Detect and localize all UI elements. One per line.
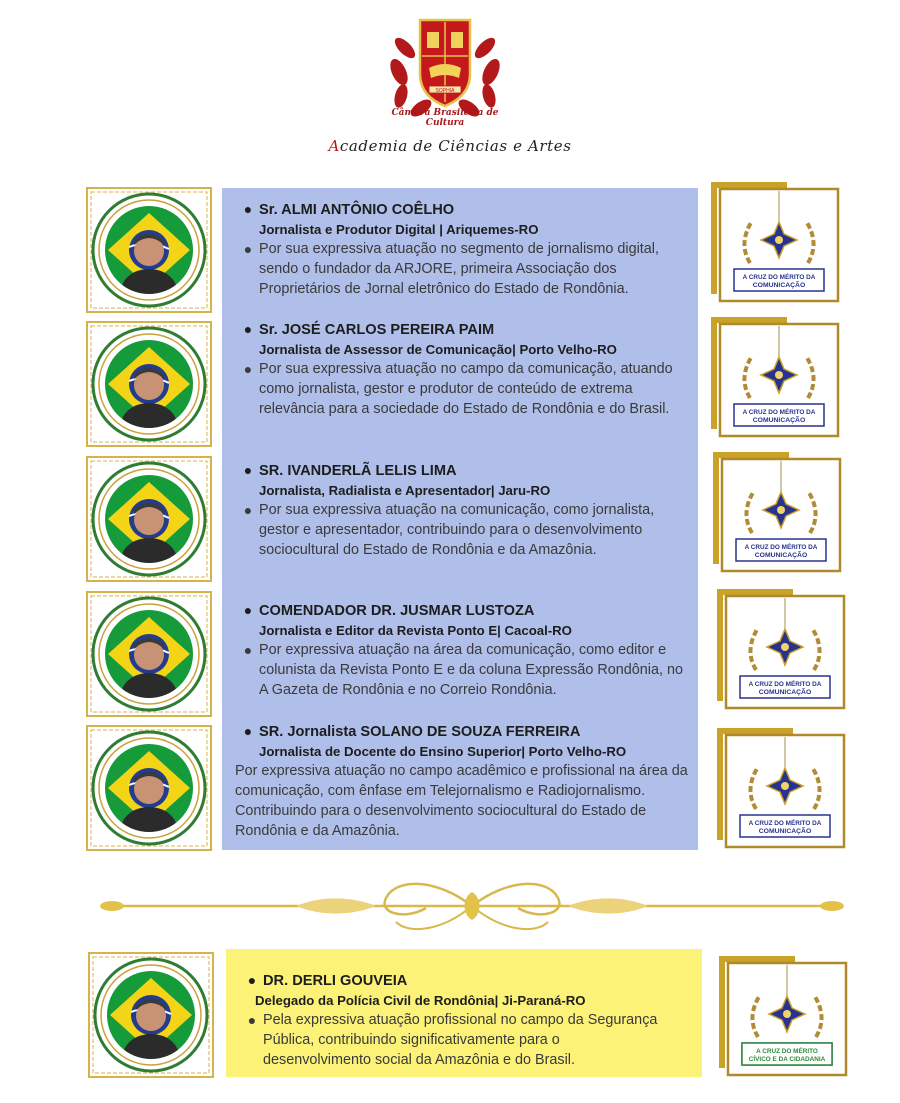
svg-text:COMUNICAÇÃO: COMUNICAÇÃO [758,689,812,696]
bullet-icon: ● [243,201,253,217]
honoree-role: Jornalista, Radialista e Apresentador| Jaru-RO [259,483,551,498]
honoree-entry-6 [241,970,696,1070]
award-medal-communication-2 [710,316,840,438]
bullet-icon: ● [243,642,253,658]
honoree-name: SR. Jornalista SOLANO DE SOUZA FERREIRA [259,724,581,740]
svg-text:A CRUZ DO MÉRITO DA: A CRUZ DO MÉRITO DA [742,274,816,281]
svg-text:A CRUZ DO MÉRITO: A CRUZ DO MÉRITO [756,1048,818,1055]
bullet-icon: ● [243,361,253,377]
award-medal-communication-1 [710,181,840,303]
honoree-role: Jornalista e Produtor Digital | Ariquemes-RO [259,222,539,237]
bullet-icon: ● [243,723,253,739]
svg-text:A CRUZ DO MÉRITO DA: A CRUZ DO MÉRITO DA [748,681,822,688]
honoree-name: Sr. JOSÉ CARLOS PEREIRA PAIM [259,322,495,338]
crest-motto: SOPHIA [435,88,455,94]
award-medal-communication-3 [712,451,842,573]
ornamental-divider [96,868,848,944]
portrait-almi-coelho [86,187,212,313]
svg-text:A CRUZ DO MÉRITO DA: A CRUZ DO MÉRITO DA [742,409,816,416]
honoree-role: Jornalista e Editor da Revista Ponto E| Cacoal-RO [259,623,572,638]
portrait-jose-carlos-paim [86,321,212,447]
svg-text:CÍVICO E DA CIDADANIA: CÍVICO E DA CIDADANIA [748,1056,826,1063]
honoree-description: Por expressiva atuação na área da comunicação, como editor e colunista da Revista Ponto E e da coluna Expressão Rondônia, no A Gazeta de Rondônia e no Correio Rondônia. [259,642,683,698]
academy-title [300,137,600,155]
honoree-entry-1 [237,199,692,299]
bullet-icon: ● [247,1012,257,1028]
honoree-description: Por sua expressiva atuação no segmento de jornalismo digital, sendo o fundador da ARJORE, primeira Associação dos Proprietários de Jornal eletrônico do Estado de Rondônia. [259,241,659,297]
portrait-solano-ferreira [86,725,212,851]
honoree-role: Jornalista de Assessor de Comunicação| Porto Velho-RO [259,342,617,357]
svg-text:COMUNICAÇÃO: COMUNICAÇÃO [758,828,812,835]
bullet-icon: ● [243,462,253,478]
honoree-name: SR. IVANDERLÃ LELIS LIMA [259,463,457,479]
honoree-entry-2 [237,319,692,419]
honoree-description: Por expressiva atuação no campo acadêmico e profissional na área da comunicação, com ênfase em Telejornalismo e Radiojornalismo. Contribuindo para o desenvolvimento sociocultural do Estado de Rondônia e da Amazônia. [235,763,688,839]
svg-text:A CRUZ DO MÉRITO DA: A CRUZ DO MÉRITO DA [748,820,822,827]
portrait-derli-gouveia [88,952,214,1078]
portrait-ivanderla-lima [86,456,212,582]
award-medal-civic [718,955,848,1077]
svg-text:COMUNICAÇÃO: COMUNICAÇÃO [752,282,806,289]
honoree-name: Sr. ALMI ANTÔNIO COÊLHO [259,202,455,218]
bullet-icon: ● [243,241,253,257]
crest-name: Câmara Brasileira de Cultura [391,108,499,128]
honoree-name: DR. DERLI GOUVEIA [263,973,408,989]
honoree-entry-5 [237,721,692,841]
honoree-description: Por sua expressiva atuação na comunicação, como jornalista, gestor e apresentador, contribuindo para o desenvolvimento sociocultural do Estado de Rondônia e da Amazônia. [259,502,655,558]
honoree-role: Delegado da Polícia Civil de Rondônia| Ji-Paraná-RO [255,993,586,1008]
honoree-entry-4 [237,600,692,700]
academy-title-initial: A [328,137,340,155]
honoree-name: COMENDADOR DR. JUSMAR LUSTOZA [259,603,535,619]
svg-text:A CRUZ DO MÉRITO DA: A CRUZ DO MÉRITO DA [744,544,818,551]
honoree-entry-3 [237,460,692,560]
bullet-icon: ● [243,502,253,518]
honoree-role: Jornalista de Docente do Ensino Superior| Porto Velho-RO [259,744,627,759]
honoree-description: Por sua expressiva atuação no campo da comunicação, atuando como jornalista, gestor e produtor de conteúdo de extrema relevância para a sociedade do Estado de Rondônia e do Brasil. [259,361,673,417]
award-medal-communication-4 [716,588,846,710]
svg-text:COMUNICAÇÃO: COMUNICAÇÃO [754,552,808,559]
bullet-icon: ● [247,972,257,988]
svg-text:COMUNICAÇÃO: COMUNICAÇÃO [752,417,806,424]
bullet-icon: ● [243,602,253,618]
bullet-icon: ● [243,321,253,337]
portrait-jusmar-lustoza [86,591,212,717]
honoree-description: Pela expressiva atuação profissional no campo da Segurança Pública, contribuindo significativamente para o desenvolvimento social da Amazônia e do Brasil. [263,1012,658,1068]
academy-title-rest: cademia de Ciências e Artes [339,137,572,155]
award-medal-communication-5 [716,727,846,849]
